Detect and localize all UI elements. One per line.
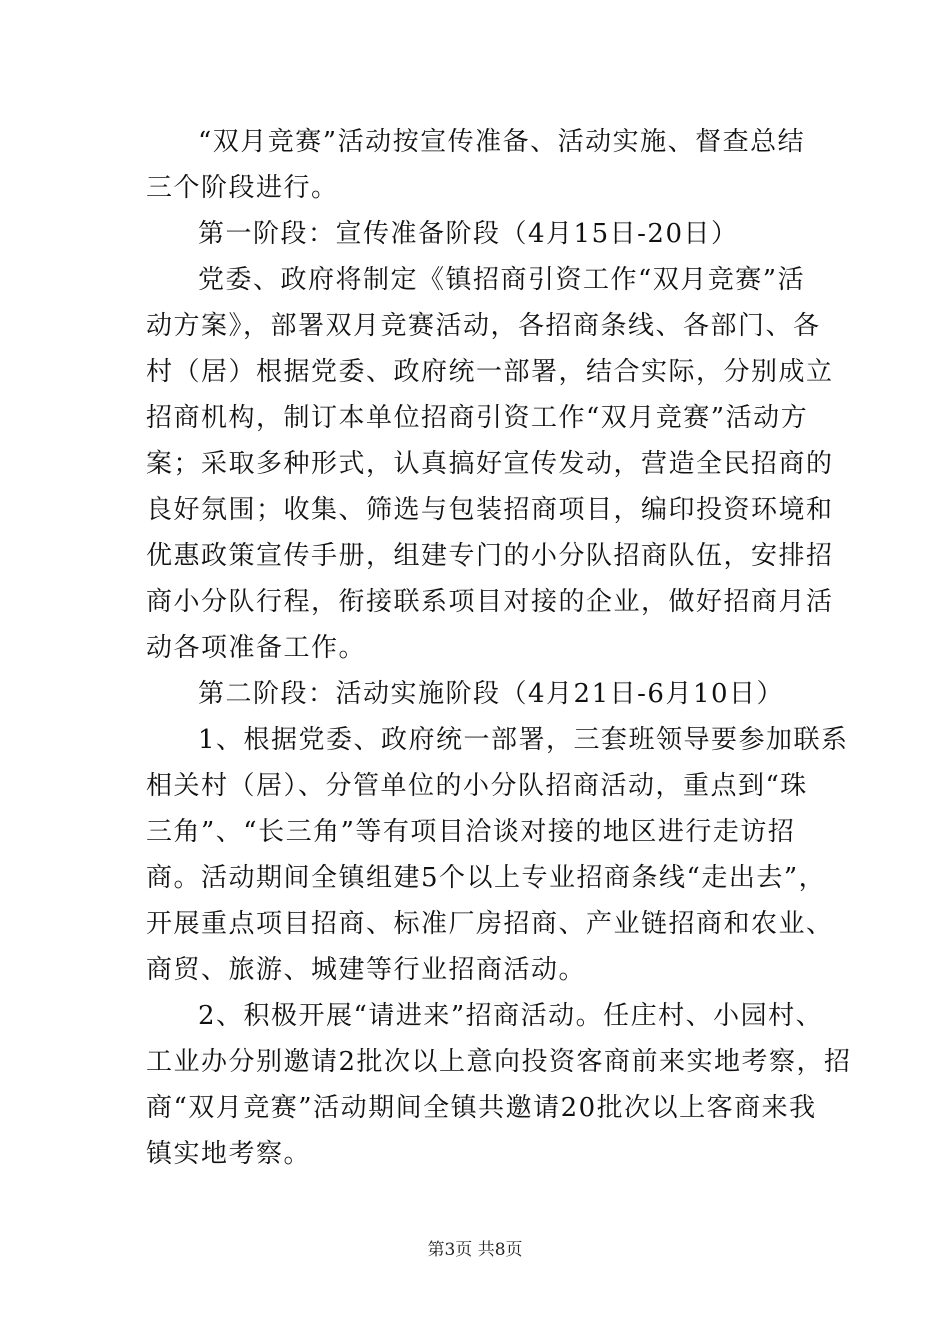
- paragraph-line: 良好氛围；收集、筛选与包装招商项目，编印投资环境和: [146, 495, 834, 525]
- paragraph-line: 村（居）根据党委、政府统一部署，结合实际，分别成立: [146, 357, 834, 387]
- paragraph-line: 商贸、旅游、城建等行业招商活动。: [146, 955, 587, 985]
- section-heading-stage-one: 第一阶段：宣传准备阶段（4月15日-20日）: [198, 219, 739, 249]
- page-number-footer: 第3页 共8页: [427, 1240, 523, 1260]
- paragraph-line: 党委、政府将制定《镇招商引资工作“双月竞赛”活: [198, 265, 806, 295]
- paragraph-line: 相关村（居）、分管单位的小分队招商活动，重点到“珠: [146, 771, 808, 801]
- paragraph-line: 动方案》，部署双月竞赛活动，各招商条线、各部门、各: [146, 311, 821, 341]
- paragraph-line: 工业办分别邀请2批次以上意向投资客商前来实地考察，招: [146, 1047, 852, 1077]
- paragraph-line: 商“双月竞赛”活动期间全镇共邀请20批次以上客商来我: [146, 1093, 817, 1123]
- paragraph-line: 动各项准备工作。: [146, 633, 367, 663]
- paragraph-line: 商。活动期间全镇组建5个以上专业招商条线“走出去”，: [146, 863, 827, 893]
- paragraph-line: 2、积极开展“请进来”招商活动。任庄村、小园村、: [198, 1001, 824, 1031]
- paragraph-line: 1、根据党委、政府统一部署，三套班领导要参加联系: [198, 725, 849, 755]
- section-heading-stage-two: 第二阶段：活动实施阶段（4月21日-6月10日）: [198, 679, 785, 709]
- paragraph-line: 案；采取多种形式，认真搞好宣传发动，营造全民招商的: [146, 449, 834, 479]
- paragraph-line: 商小分队行程，衔接联系项目对接的企业，做好招商月活: [146, 587, 834, 617]
- paragraph-line: 镇实地考察。: [146, 1139, 312, 1169]
- paragraph-line: 三个阶段进行。: [146, 173, 339, 203]
- paragraph-line: 优惠政策宣传手册，组建专门的小分队招商队伍，安排招: [146, 541, 834, 571]
- paragraph-line: 三角”、“长三角”等有项目洽谈对接的地区进行走访招: [146, 817, 796, 847]
- paragraph-line: 开展重点项目招商、标准厂房招商、产业链招商和农业、: [146, 909, 834, 939]
- paragraph-line: 招商机构，制订本单位招商引资工作“双月竞赛”活动方: [146, 403, 809, 433]
- paragraph-line: “双月竞赛”活动按宣传准备、活动实施、督查总结: [198, 127, 806, 157]
